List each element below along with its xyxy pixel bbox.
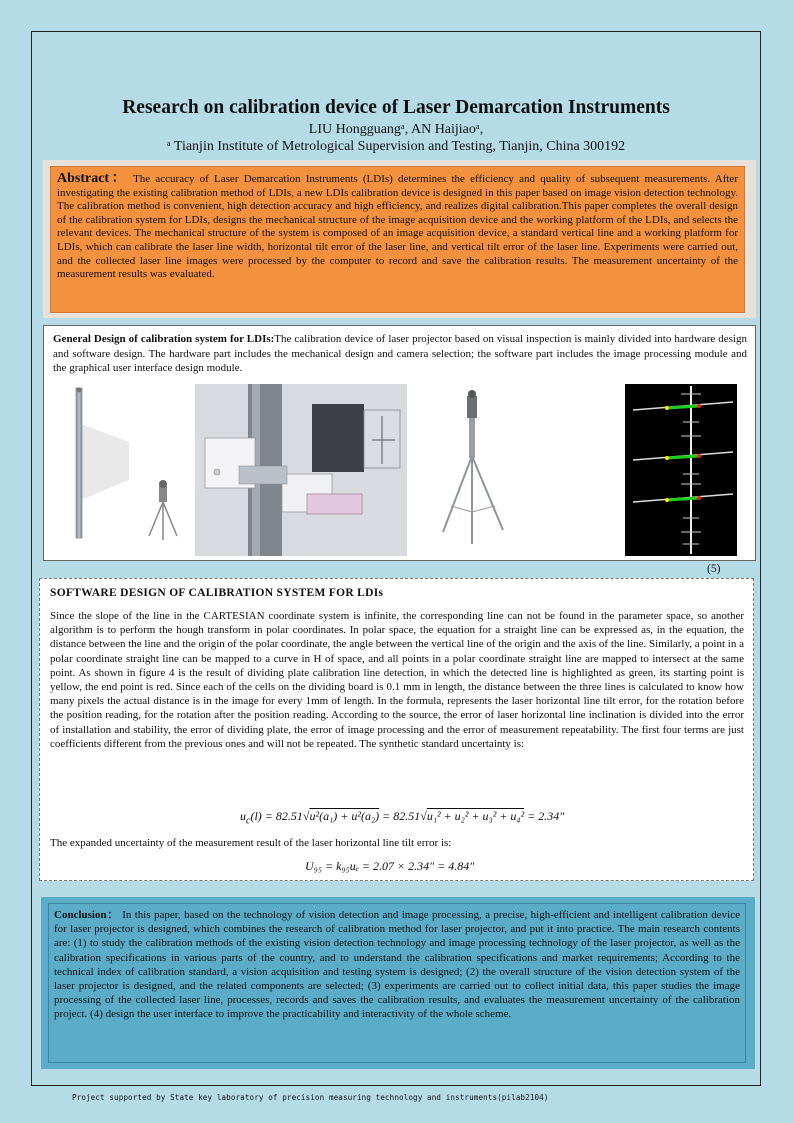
conclusion-label: Conclusion： bbox=[54, 909, 119, 921]
abstract-panel bbox=[43, 160, 756, 318]
conclusion-box bbox=[48, 903, 746, 1063]
formula1-sub: c bbox=[246, 815, 251, 827]
abstract-text: The accuracy of Laser Demarcation Instruments (LDIs) determines the efficiency and quality of subsequent measurements. After investigating the existing calibration method of LDIs, a new LDIs calibration device is designed in this paper based on image vision detection technology. The calibration method is convenient, high detection accuracy and high efficiency, and realizes digital calibration.This paper completes the overall design of the calibration system for LDIs, designs the mechanical structure of the image acquisition device and the working platform of the LDIs, and selects the relevant devices. The mechanical structure of the system is composed of an image acquisition device, a standard vertical line and a working platform for LDIs, which can calibrate the laser line width, horizontal tilt error of the laser line, and vertical tilt error of the laser line. Experiments were carried out, and the collected laser line images were processed by the computer to record and save the calibration results. The measurement uncertainty of the measurement results was evaluated. bbox=[57, 173, 738, 281]
acquisition-device-figure bbox=[195, 384, 407, 556]
synthetic-uncertainty-formula: $u_c(l) = 82.51√u^2(a_1) + u^2(a_2) = 82.51√u_1^2 + u_2^2 + u_3^2 + u_4^2 = 2.34''$ bbox=[240, 809, 565, 827]
general-design-text-block bbox=[53, 332, 747, 376]
vertical-line-figure bbox=[67, 384, 192, 556]
expanded-uncertainty-text: The expanded uncertainty of the measurement result of the laser horizontal line tilt error is: bbox=[50, 837, 452, 849]
formula1-left: u bbox=[240, 809, 246, 823]
funding-footer: Project supported by State key laboratory of precision measuring technology and instruments(pilab2104) bbox=[72, 1093, 549, 1102]
general-design-panel bbox=[43, 325, 756, 561]
abstract-label: Abstract： bbox=[57, 171, 129, 186]
affiliation: ᵃ Tianjin Institute of Metrological Supervision and Testing, Tianjin, China 300192 bbox=[166, 139, 626, 154]
tripod-figure bbox=[409, 384, 531, 556]
equation-number: (5) bbox=[707, 563, 721, 575]
software-design-text: Since the slope of the line in the CARTESIAN coordinate system is infinite, the corresponding line can not be found in the parameter space, so another algorithm is to perform the hough transform in polar coordinates. In polar space, the equation for a straight line can be expressed as, in the equation, the distance between the line and the origin of the polar coordinate, the angle between the vertical line of the origin and the axis of the line. Similarly, a point in a polar coordinate straight line can be mapped to a curve in H of space, and all points in a polar coordinate straight line are mapped to intersect at the same point. As shown in figure 4 is the result of dividing plate calibration line detection, in which the detected line is highlighted as green, its starting point is yellow, the end point is red. Since each of the cells on the dividing board is 0.1 mm in length, the distance between the three lines is calculated to know how many pixels the actual distance is in the image for every 1mm of length. In the formula, represents the laser horizontal line tilt error, for the rotation before the position reading, for the rotation after the position reading. According to the source, the error of laser horizontal line inclination is divided into the error of installation and stability, the error of dividing plate, the error of image processing and the error of measurement repeatability. The first four terms are just coefficients different from the previous ones and will not be repeated. The synthetic standard uncertainty is: bbox=[50, 610, 744, 750]
conclusion-panel bbox=[41, 897, 755, 1069]
formula1-root1: u²(a₁) + u²(a₂) bbox=[309, 809, 380, 823]
hardware-figures bbox=[67, 384, 737, 556]
general-design-label: General Design of calibration system for LDIs: bbox=[53, 333, 275, 345]
line-detection-figure bbox=[625, 384, 737, 556]
expanded-uncertainty-formula: U₉₅ = k₉₅uₑ = 2.07 × 2.34″ = 4.84″ bbox=[305, 859, 475, 873]
general-design-text: The calibration device of laser projector based on visual inspection is mainly divided into hardware design and software design. The hardware part includes the mechanical design and camera selection; the software part includes the image processing module and the graphical user interface design module. bbox=[53, 333, 747, 374]
abstract-box bbox=[50, 166, 745, 313]
software-design-panel bbox=[39, 578, 754, 881]
conclusion-text: In this paper, based on the technology of vision detection and image processing, a precise, high-efficient and intelligent calibration device for laser projector is designed, which combines the research of calibration method for laser projector, and put it into practice. The main research contents are: (1) to study the calibration methods of the existing vision detection technology and image processing technology of the laser projector, as well as the calibration specifications in various parts of the country, and to understand the calibration specifications and market requirements; According to the technical index of calibration standard, a vision acquisition and testing system is designed; (2) the overall structure of the vision detection system of the laser projector is designed, and the related components are selected; (3) experiments are carried out to collect initial data, this paper studies the image processing of the collected laser line, processes, records and saves the calibration results, and evaluates the measurement uncertainty of the calibration project. (4) design the user interface to improve the practicability and interactivity of the whole scheme. bbox=[54, 909, 741, 1021]
formula1-right: = 2.34″ bbox=[524, 809, 565, 823]
page-title: Research on calibration device of Laser Demarcation Instruments bbox=[122, 97, 670, 118]
formula1-mid2: = 82.51 bbox=[379, 809, 421, 823]
formula1-root2: u₁² + u₂² + u₃² + u₄² bbox=[426, 809, 525, 823]
formula1-mid: (l) = 82.51 bbox=[250, 809, 303, 823]
software-design-heading: SOFTWARE DESIGN OF CALIBRATION SYSTEM FOR LDIs bbox=[50, 587, 384, 599]
authors: LIU Hongguangᵃ, AN Haijiaoᵃ, bbox=[308, 122, 484, 137]
